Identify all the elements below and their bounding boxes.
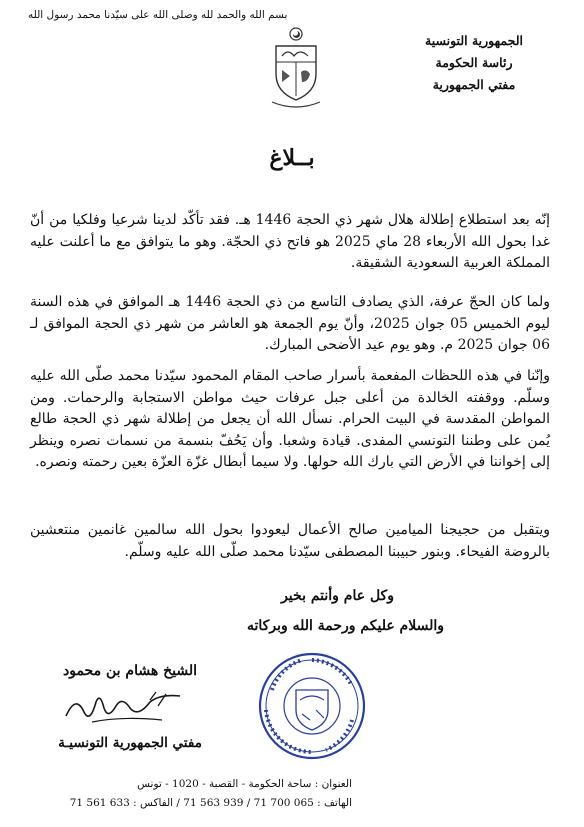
paragraph-text: ولما كان الحجّ عرفة، الذي يصادف التاسع من ذي الحجة 1446 هـ الموافق في هذه السنة ليوم الخميس 05 جوان 2025، وأنّ يوم الجمعة هو العاشر من شهر ذي الحجة الموافق لـ 06 جوان 2025 م. وهو يوم عيد الأضحى المبارك.	[30, 294, 551, 354]
closing-salam: والسلام عليكم ورحمة الله وبركاته	[247, 618, 444, 634]
paragraph-3	[30, 366, 550, 474]
signatory-name: الشيخ هشام بن محمود	[63, 663, 197, 679]
paragraph-2	[30, 292, 550, 357]
signatory-title: مفتي الجمهورية التونسيـة	[58, 735, 202, 751]
letterhead-mufti: مفتي الجمهورية	[432, 77, 516, 92]
paragraph-text: وإنّنا في هذه اللحظات المفعمة بأسرار صاحب المقام المحمود سيّدنا محمد صلّى الله عليه وسلّم. ووقفته الخالدة من أعلى جبل عرفات حيث مواطن الاستجابة والرحمات. ومن المواطن المقدسة في البيت الحرام. نسأل الله أن يجعل من إطلالة شهر ذي الحجة طالع يُمن على وطننا التونسي المفدى. قيادة وشعبا. وأن يَحُفّ بنسمة من نسمات نصره وينظر إلى إخواننا في الأرض التي بارك الله حولها. ولا سيما أبطال غزّة العزّة بعين رحمته ونصره.	[30, 368, 550, 471]
paragraph-text: إنّه بعد استطلاع إطلالة هلال شهر ذي الحجة 1446 هـ. فقد تأكّد لدينا شرعيا وفلكيا من أنّ غدا بحول الله الأربعاء 28 ماي 2025 هو فاتح ذي الحجّة. وهو ما يتوافق مع ما أعلنت عليه المملكة العربية السعودية الشقيقة.	[30, 212, 551, 272]
letterhead-country: الجمهورية التونسية	[425, 33, 523, 48]
letterhead	[394, 30, 554, 96]
official-stamp-icon	[252, 650, 372, 762]
paragraph-text: ويتقبل من حجيجنا الميامين صالح الأعمال ليعودوا بحول الله سالمين غانمين منتعشين بالروضة الفيحاء. وبنور حبيبنا المصطفى سيّدنا محمد صلّى الله عليه وسلّم.	[30, 522, 550, 560]
letterhead-office: رئاسة الحكومة	[435, 55, 513, 70]
handwritten-signature	[62, 686, 192, 730]
paragraph-1	[30, 210, 550, 275]
closing-wish: وكل عام وأنتم بخير	[281, 588, 394, 604]
footer-address: العنوان : ساحة الحكومة - القصبة - 1020 - تونس	[137, 778, 352, 790]
footer-phones: الهاتف : 065 700 71 / 939 563 71 / الفاكس : 633 561 71	[69, 797, 352, 809]
document-title: بــلاغ	[269, 145, 315, 171]
paragraph-4	[30, 520, 550, 563]
basmala-header: بسم الله والحمد لله وصلى الله على سيّدنا محمد رسول الله	[28, 9, 288, 21]
tunisia-coat-of-arms-icon	[268, 26, 324, 108]
